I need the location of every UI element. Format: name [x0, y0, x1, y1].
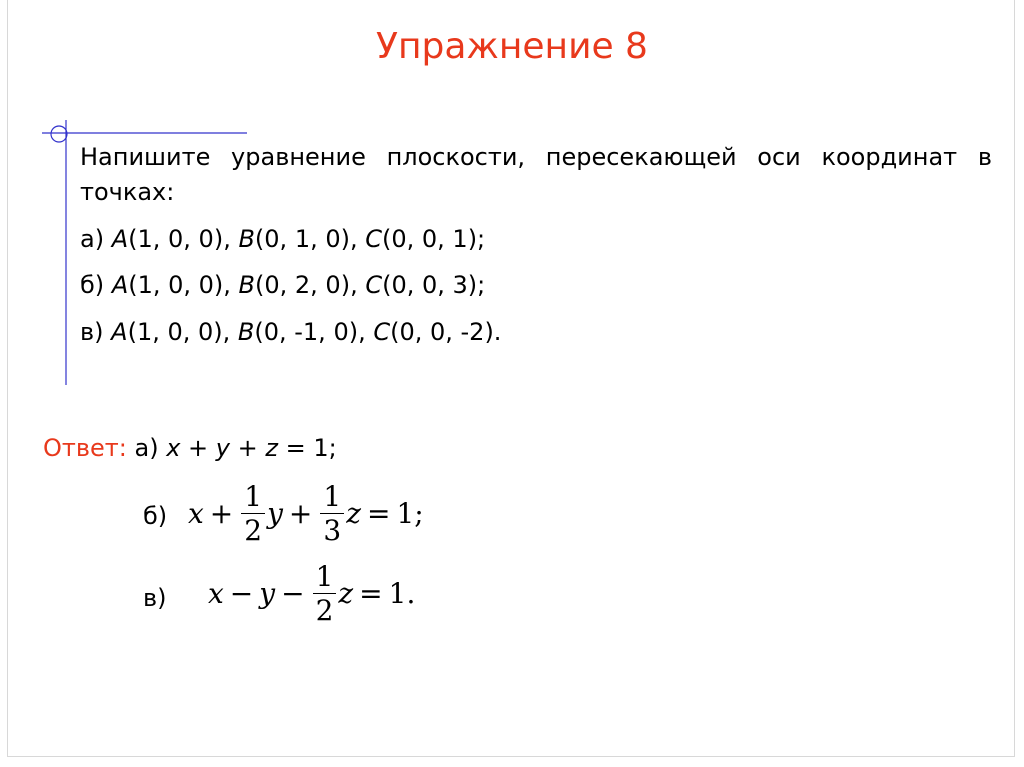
- answer-b-equation: x + $\frac{1}{2}$ y + $\frac{1}{3}$ z = 1;: [188, 480, 424, 548]
- fraction-one-half: $\frac{1}{2}$: [241, 482, 265, 546]
- answer-a-rhs: 1;: [313, 434, 337, 462]
- problem-item-b: б) A(1, 0, 0), B(0, 2, 0), C(0, 0, 3);: [80, 271, 486, 300]
- answer-b-label: б): [143, 502, 168, 530]
- fraction-one-half: $\frac{1}{2}$: [313, 562, 337, 626]
- answer-a-label: а): [134, 434, 159, 462]
- answer-c-label: в): [143, 584, 167, 612]
- fraction-one-third: $\frac{1}{3}$: [320, 482, 344, 546]
- problem-item-c: в) A(1, 0, 0), B(0, -1, 0), C(0, 0, -2).: [80, 318, 502, 347]
- problem-item-a: а) A(1, 0, 0), B(0, 1, 0), C(0, 0, 1);: [80, 224, 486, 253]
- answer-c-equation: x − y − $\frac{1}{2}$ z = 1.: [208, 560, 416, 628]
- slide-title: Упражнение 8: [376, 26, 648, 67]
- answer-a-equation: x + y + z =: [166, 434, 314, 462]
- problem-statement: [80, 140, 992, 362]
- problem-intro: Напишите уравнение плоскости, пересекающей оси координат в точках:: [80, 143, 992, 206]
- answer-label: Ответ:: [43, 434, 127, 462]
- answer-line-a: [43, 434, 337, 462]
